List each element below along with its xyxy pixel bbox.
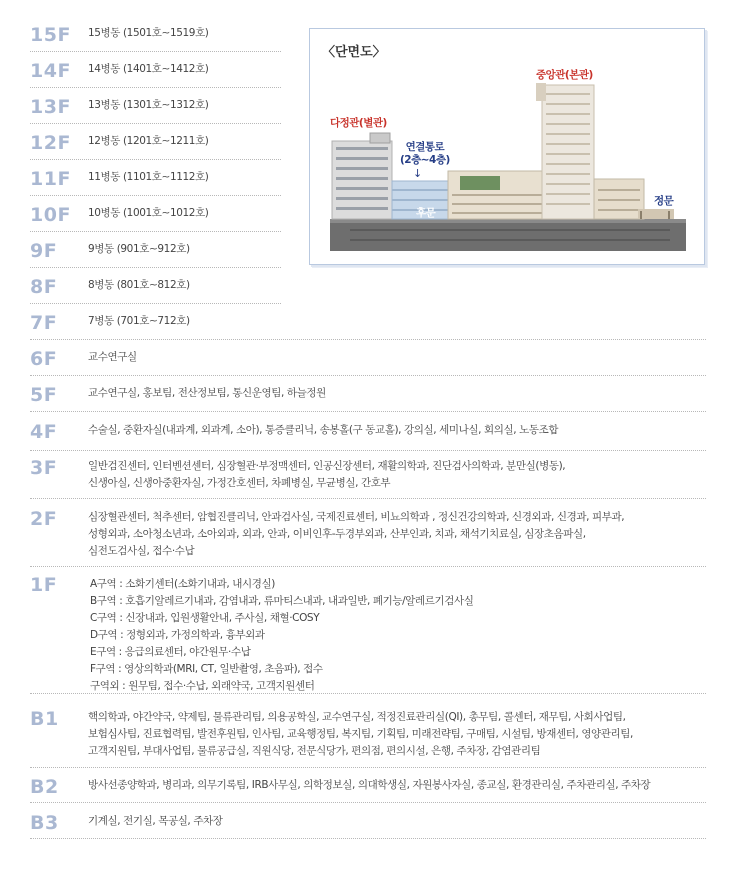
floor-label: 2F [30, 508, 58, 530]
floor-description: 교수연구실 [88, 351, 137, 363]
floor-row-b2 [30, 776, 706, 803]
floor-label: 15F [30, 24, 71, 46]
description-line: D구역 : 정형외과, 가정의학과, 흉부외과 [90, 629, 265, 641]
corridor-label-line: (2층∼4층) [400, 154, 450, 166]
floor-row-14f [30, 60, 281, 88]
floor-label: 3F [30, 457, 58, 479]
floor-row-12f [30, 132, 281, 160]
description-line: 핵의학과, 야간약국, 약제팀, 물류관리팀, 의용공학실, 교수연구실, 적정진료관리실(QI), 총무팀, 콜센터, 재무팀, 사회사업팀, [88, 711, 626, 723]
floor-label: 10F [30, 204, 71, 226]
corridor-label-line: 연결통로 [405, 141, 445, 153]
floor-label: 6F [30, 348, 58, 370]
floor-row-8f [30, 276, 281, 304]
floor-row-4f [30, 421, 706, 451]
floor-label: 13F [30, 96, 71, 118]
description-line: 성형외과, 소아청소년과, 소아외과, 외과, 안과, 이비인후-두경부외과, 산부인과, 치과, 채석기치료실, 심장초음파실, [88, 528, 586, 540]
floor-description: 방사선종양학과, 병리과, 의무기록팀, IRB사무실, 의학정보실, 의대학생실, 자원봉사자실, 종교실, 환경관리실, 주차관리실, 주차장 [88, 779, 651, 791]
description-line: 구역외 : 원무팀, 접수·수납, 외래약국, 고객지원센터 [90, 680, 315, 692]
floor-label: 12F [30, 132, 71, 154]
floor-row-10f [30, 204, 281, 232]
floor-label: 7F [30, 312, 58, 334]
description-line: A구역 : 소화기센터(소화기내과, 내시경실) [90, 578, 275, 590]
description-line: 보험심사팀, 진료협력팀, 발전후원팀, 인사팀, 교육행정팀, 복지팀, 기획팀, 미래전략팀, 구매팀, 시설팀, 방재센터, 영양관리팀, [88, 728, 633, 740]
floor-row-15f [30, 24, 281, 52]
floor-description: 7병동 (701호∼712호) [88, 315, 190, 327]
floor-row-13f [30, 96, 281, 124]
floor-label: B3 [30, 812, 59, 834]
floor-description [88, 458, 565, 492]
floor-description [88, 509, 624, 560]
description-line: E구역 : 응급의료센터, 야간원무·수납 [90, 646, 251, 658]
floor-label: 4F [30, 421, 58, 443]
floor-description: 15병동 (1501호∼1519호) [88, 27, 209, 39]
description-line: 신생아실, 신생아중환자실, 가정간호센터, 차폐병실, 무균병실, 간호부 [88, 477, 391, 489]
description-line: C구역 : 신장내과, 입원생활안내, 주사실, 채혈·COSY [90, 612, 320, 624]
floor-description: 기계실, 전기실, 목공실, 주차장 [88, 815, 223, 827]
description-line: 일반검진센터, 인터벤션센터, 심장혈관·부정맥센터, 인공신장센터, 재활의학과, 진단검사의학과, 분만실(병동), [88, 460, 566, 472]
floor-description: 12병동 (1201호∼1211호) [88, 135, 209, 147]
floor-label: 1F [30, 574, 58, 596]
arrow-down-icon: ↓ [413, 167, 423, 180]
floor-label: B2 [30, 776, 59, 798]
floor-row-9f [30, 240, 281, 268]
cross-section-panel [309, 28, 705, 265]
floor-row-b1 [30, 708, 706, 768]
floor-row-11f [30, 168, 281, 196]
floor-description: 교수연구실, 홍보팀, 전산정보팀, 통신운영팀, 하늘정원 [88, 387, 326, 399]
floor-row-2f [30, 508, 706, 567]
description-line: F구역 : 영상의학과(MRI, CT, 일반촬영, 초음파), 접수 [90, 663, 323, 675]
corridor-label [400, 141, 450, 167]
annex-building-label: 다정관(별관) [330, 117, 387, 129]
floor-description [88, 709, 633, 760]
back-gate-label: 후문 [416, 207, 436, 219]
floor-label: 11F [30, 168, 71, 190]
main-building-label: 중앙관(본관) [536, 69, 593, 81]
description-line: 심전도검사실, 접수·수납 [88, 545, 195, 557]
floor-row-7f [30, 312, 706, 340]
description-line: B구역 : 호흡기알레르기내과, 감염내과, 류마티스내과, 내과일반, 폐기능/알레르기검사실 [90, 595, 474, 607]
description-line: 심장혈관센터, 척추센터, 암협진클리닉, 안과검사실, 국제진료센터, 비뇨의학과 , 정신건강의학과, 신경외과, 신경과, 피부과, [88, 511, 625, 523]
floor-description: 14병동 (1401호∼1412호) [88, 63, 209, 75]
floor-row-5f [30, 384, 706, 412]
description-line: 고객지원팀, 부대사업팀, 물류공급실, 직원식당, 전문식당가, 편의점, 편의시설, 은행, 주차장, 감염관리팀 [88, 745, 541, 757]
floor-label: 8F [30, 276, 58, 298]
floor-row-1f [30, 574, 706, 694]
cross-section-title: 〈단면도〉 [322, 45, 386, 60]
floor-description: 13병동 (1301호∼1312호) [88, 99, 209, 111]
floor-description: 수술실, 중환자실(내과계, 외과계, 소아), 통증클리닉, 송봉홀(구 동교홀), 강의실, 세미나실, 회의실, 노동조합 [88, 424, 559, 436]
main-gate-label: 정문 [654, 195, 674, 207]
floor-label: 14F [30, 60, 71, 82]
floor-row-3f [30, 457, 706, 499]
floor-row-b3 [30, 812, 706, 839]
floor-description: 11병동 (1101호∼1112호) [88, 171, 209, 183]
floor-description: 9병동 (901호∼912호) [88, 243, 190, 255]
building-cross-section-illustration [310, 29, 704, 264]
floor-row-6f [30, 348, 706, 376]
floor-description: 8병동 (801호∼812호) [88, 279, 190, 291]
floor-label: 5F [30, 384, 58, 406]
floor-description [90, 576, 473, 695]
floor-label: 9F [30, 240, 58, 262]
floor-description: 10병동 (1001호∼1012호) [88, 207, 209, 219]
floor-label: B1 [30, 708, 59, 730]
